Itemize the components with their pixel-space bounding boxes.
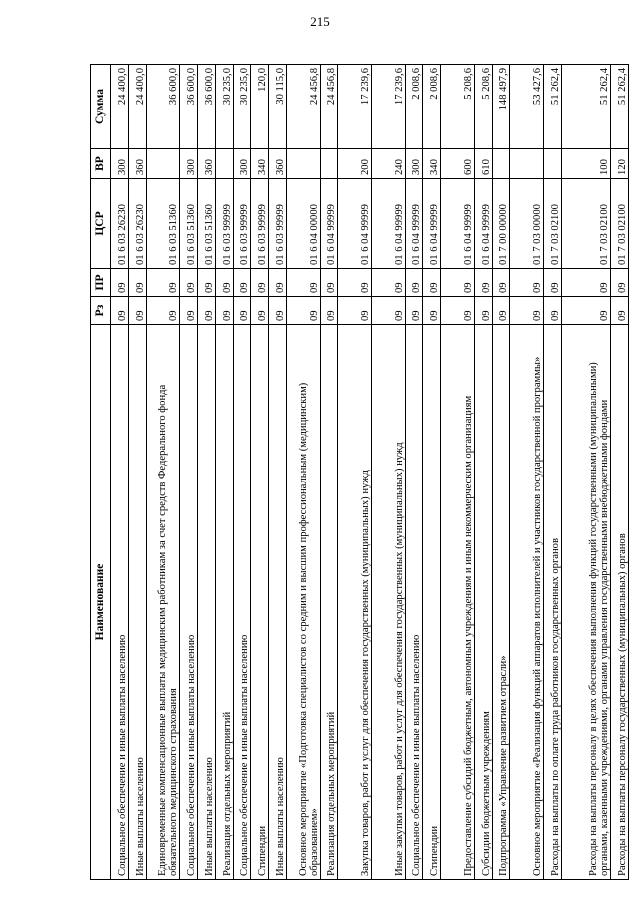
row-csr-cell: 01 7 03 02100 xyxy=(543,179,561,269)
table-row xyxy=(423,65,441,880)
row-name-cell: Реализация отдельных мероприятий xyxy=(215,325,233,880)
rotated-table-container xyxy=(90,65,628,880)
row-sum-cell: 30 115,0 xyxy=(269,65,287,149)
table-row xyxy=(251,65,269,880)
table-row xyxy=(543,65,561,880)
row-pr-cell: 09 xyxy=(320,269,338,297)
row-rz-cell: 09 xyxy=(510,297,544,325)
header-name: Наименование xyxy=(91,325,111,880)
row-vr-cell xyxy=(286,149,320,179)
row-pr-cell: 09 xyxy=(269,269,287,297)
row-name-cell: Реализация отдельных мероприятий xyxy=(320,325,338,880)
row-sum-cell: 30 235,0 xyxy=(215,65,233,149)
row-name-cell: Основное мероприятие «Подготовка специалистов со средним и высшим профессиональным (медицинским) образованием» xyxy=(286,325,320,880)
row-rz-cell: 09 xyxy=(286,297,320,325)
row-vr-cell: 600 xyxy=(441,149,475,179)
row-pr-cell: 09 xyxy=(423,269,441,297)
budget-table xyxy=(90,64,629,880)
row-rz-cell: 09 xyxy=(197,297,215,325)
row-csr-cell: 01 6 03 99999 xyxy=(233,179,251,269)
table-row xyxy=(215,65,233,880)
row-pr-cell: 09 xyxy=(441,269,475,297)
row-csr-cell: 01 6 03 51360 xyxy=(197,179,215,269)
row-pr-cell: 09 xyxy=(611,269,629,297)
table-row xyxy=(561,65,610,880)
row-name-cell: Иные выплаты населению xyxy=(269,325,287,880)
row-name-cell: Расходы на выплаты персоналу государственных (муниципальных) органов xyxy=(611,325,629,880)
row-rz-cell: 09 xyxy=(338,297,372,325)
row-rz-cell: 09 xyxy=(543,297,561,325)
row-name-cell: Социальное обеспечение и иные выплаты населению xyxy=(180,325,198,880)
row-csr-cell: 01 6 04 99999 xyxy=(320,179,338,269)
table-row xyxy=(286,65,320,880)
row-rz-cell: 09 xyxy=(146,297,180,325)
table-row xyxy=(338,65,372,880)
table-row xyxy=(128,65,146,880)
row-sum-cell: 53 427,6 xyxy=(510,65,544,149)
row-vr-cell xyxy=(510,149,544,179)
row-sum-cell: 36 600,0 xyxy=(146,65,180,149)
row-vr-cell: 240 xyxy=(371,149,405,179)
row-sum-cell: 24 456,8 xyxy=(286,65,320,149)
row-csr-cell: 01 6 04 99999 xyxy=(423,179,441,269)
row-pr-cell: 09 xyxy=(215,269,233,297)
row-pr-cell: 09 xyxy=(146,269,180,297)
row-pr-cell: 09 xyxy=(371,269,405,297)
row-pr-cell: 09 xyxy=(561,269,610,297)
row-pr-cell: 09 xyxy=(474,269,492,297)
row-sum-cell: 148 497,9 xyxy=(492,65,510,149)
row-csr-cell: 01 6 03 99999 xyxy=(269,179,287,269)
table-row xyxy=(611,65,629,880)
row-pr-cell: 09 xyxy=(180,269,198,297)
header-vr: ВР xyxy=(91,149,111,179)
row-sum-cell: 24 400,0 xyxy=(111,65,129,149)
row-name-cell: Предоставление субсидий бюджетным, автономным учреждениям и иным некоммерческим организациям xyxy=(441,325,475,880)
table-row xyxy=(510,65,544,880)
row-rz-cell: 09 xyxy=(492,297,510,325)
row-rz-cell: 09 xyxy=(441,297,475,325)
table-row xyxy=(405,65,423,880)
row-csr-cell: 01 6 04 99999 xyxy=(441,179,475,269)
row-name-cell: Субсидии бюджетным учреждениям xyxy=(474,325,492,880)
row-vr-cell: 610 xyxy=(474,149,492,179)
row-name-cell: Социальное обеспечение и иные выплаты населению xyxy=(405,325,423,880)
row-vr-cell: 300 xyxy=(405,149,423,179)
row-rz-cell: 09 xyxy=(128,297,146,325)
row-name-cell: Расходы на выплаты по оплате труда работников государственных органов xyxy=(543,325,561,880)
table-row xyxy=(197,65,215,880)
row-name-cell: Закупка товаров, работ и услуг для обеспечения государственных (муниципальных) нужд xyxy=(338,325,372,880)
row-sum-cell: 24 456,8 xyxy=(320,65,338,149)
row-rz-cell: 09 xyxy=(611,297,629,325)
page-number: 215 xyxy=(310,14,330,29)
row-vr-cell xyxy=(492,149,510,179)
row-pr-cell: 09 xyxy=(286,269,320,297)
row-vr-cell xyxy=(543,149,561,179)
row-sum-cell: 17 239,6 xyxy=(338,65,372,149)
row-vr-cell: 300 xyxy=(180,149,198,179)
row-pr-cell: 09 xyxy=(405,269,423,297)
row-csr-cell: 01 6 03 26230 xyxy=(111,179,129,269)
row-rz-cell: 09 xyxy=(423,297,441,325)
row-sum-cell: 2 008,6 xyxy=(405,65,423,149)
row-csr-cell: 01 6 03 26230 xyxy=(128,179,146,269)
row-vr-cell: 340 xyxy=(251,149,269,179)
row-csr-cell: 01 6 04 99999 xyxy=(338,179,372,269)
row-vr-cell: 360 xyxy=(128,149,146,179)
row-name-cell: Социальное обеспечение и иные выплаты населению xyxy=(111,325,129,880)
row-csr-cell: 01 6 04 99999 xyxy=(405,179,423,269)
row-vr-cell: 100 xyxy=(561,149,610,179)
row-csr-cell: 01 7 03 02100 xyxy=(611,179,629,269)
row-name-cell: Стипендии xyxy=(423,325,441,880)
row-csr-cell: 01 6 04 99999 xyxy=(371,179,405,269)
row-sum-cell: 36 600,0 xyxy=(197,65,215,149)
row-vr-cell: 200 xyxy=(338,149,372,179)
row-vr-cell: 300 xyxy=(233,149,251,179)
row-vr-cell xyxy=(146,149,180,179)
row-vr-cell: 340 xyxy=(423,149,441,179)
table-row xyxy=(233,65,251,880)
row-name-cell: Стипендии xyxy=(251,325,269,880)
table-row xyxy=(320,65,338,880)
row-sum-cell: 5 208,6 xyxy=(441,65,475,149)
header-csr: ЦСР xyxy=(91,179,111,269)
row-rz-cell: 09 xyxy=(215,297,233,325)
header-sum: Сумма xyxy=(91,65,111,149)
row-sum-cell: 120,0 xyxy=(251,65,269,149)
row-name-cell: Социальное обеспечение и иные выплаты населению xyxy=(233,325,251,880)
row-sum-cell: 51 262,4 xyxy=(611,65,629,149)
row-vr-cell xyxy=(320,149,338,179)
table-row xyxy=(492,65,510,880)
row-name-cell: Иные закупки товаров, работ и услуг для обеспечения государственных (муниципальных) нужд xyxy=(371,325,405,880)
row-rz-cell: 09 xyxy=(405,297,423,325)
row-name-cell: Расходы на выплаты персоналу в целях обеспечения выполнения функций государственными (муниципальными) органами, казенными учреждениями, органами управления государственными внебюджетными фондами xyxy=(561,325,610,880)
row-pr-cell: 09 xyxy=(492,269,510,297)
table-row xyxy=(371,65,405,880)
row-name-cell: Основное мероприятие «Реализация функций аппаратов исполнителей и участников государственной программы» xyxy=(510,325,544,880)
row-rz-cell: 09 xyxy=(320,297,338,325)
row-vr-cell xyxy=(215,149,233,179)
table-row xyxy=(269,65,287,880)
row-pr-cell: 09 xyxy=(128,269,146,297)
row-csr-cell: 01 7 03 02100 xyxy=(561,179,610,269)
row-pr-cell: 09 xyxy=(543,269,561,297)
row-csr-cell: 01 6 03 99999 xyxy=(215,179,233,269)
row-pr-cell: 09 xyxy=(233,269,251,297)
row-sum-cell: 2 008,6 xyxy=(423,65,441,149)
row-rz-cell: 09 xyxy=(269,297,287,325)
table-row xyxy=(474,65,492,880)
row-rz-cell: 09 xyxy=(251,297,269,325)
row-vr-cell: 360 xyxy=(269,149,287,179)
table-row xyxy=(111,65,129,880)
row-vr-cell: 120 xyxy=(611,149,629,179)
table-row xyxy=(180,65,198,880)
row-csr-cell: 01 7 03 00000 xyxy=(510,179,544,269)
table-header-row xyxy=(91,65,111,880)
row-rz-cell: 09 xyxy=(111,297,129,325)
row-name-cell: Единовременные компенсационные выплаты медицинским работникам за счет средств Федерального фонда обязательного медицинского страхования xyxy=(146,325,180,880)
rotated-table-area xyxy=(90,65,628,880)
row-sum-cell: 51 262,4 xyxy=(543,65,561,149)
row-csr-cell: 01 7 00 00000 xyxy=(492,179,510,269)
row-vr-cell: 300 xyxy=(111,149,129,179)
row-sum-cell: 17 239,6 xyxy=(371,65,405,149)
row-sum-cell: 5 208,6 xyxy=(474,65,492,149)
row-rz-cell: 09 xyxy=(371,297,405,325)
row-pr-cell: 09 xyxy=(510,269,544,297)
row-pr-cell: 09 xyxy=(338,269,372,297)
row-sum-cell: 30 235,0 xyxy=(233,65,251,149)
header-pr: ПР xyxy=(91,269,111,297)
row-rz-cell: 09 xyxy=(180,297,198,325)
row-sum-cell: 36 600,0 xyxy=(180,65,198,149)
row-csr-cell: 01 6 03 99999 xyxy=(251,179,269,269)
row-vr-cell: 360 xyxy=(197,149,215,179)
table-row xyxy=(441,65,475,880)
table-row xyxy=(146,65,180,880)
row-csr-cell: 01 6 03 51360 xyxy=(146,179,180,269)
row-pr-cell: 09 xyxy=(251,269,269,297)
row-name-cell: Иные выплаты населению xyxy=(128,325,146,880)
row-rz-cell: 09 xyxy=(233,297,251,325)
row-pr-cell: 09 xyxy=(197,269,215,297)
row-rz-cell: 09 xyxy=(561,297,610,325)
row-csr-cell: 01 6 03 51360 xyxy=(180,179,198,269)
row-rz-cell: 09 xyxy=(474,297,492,325)
row-sum-cell: 24 400,0 xyxy=(128,65,146,149)
row-pr-cell: 09 xyxy=(111,269,129,297)
row-name-cell: Иные выплаты населению xyxy=(197,325,215,880)
header-rz: Рз xyxy=(91,297,111,325)
row-sum-cell: 51 262,4 xyxy=(561,65,610,149)
row-csr-cell: 01 6 04 99999 xyxy=(474,179,492,269)
row-name-cell: Подпрограмма «Управление развитием отрасли» xyxy=(492,325,510,880)
row-csr-cell: 01 6 04 00000 xyxy=(286,179,320,269)
